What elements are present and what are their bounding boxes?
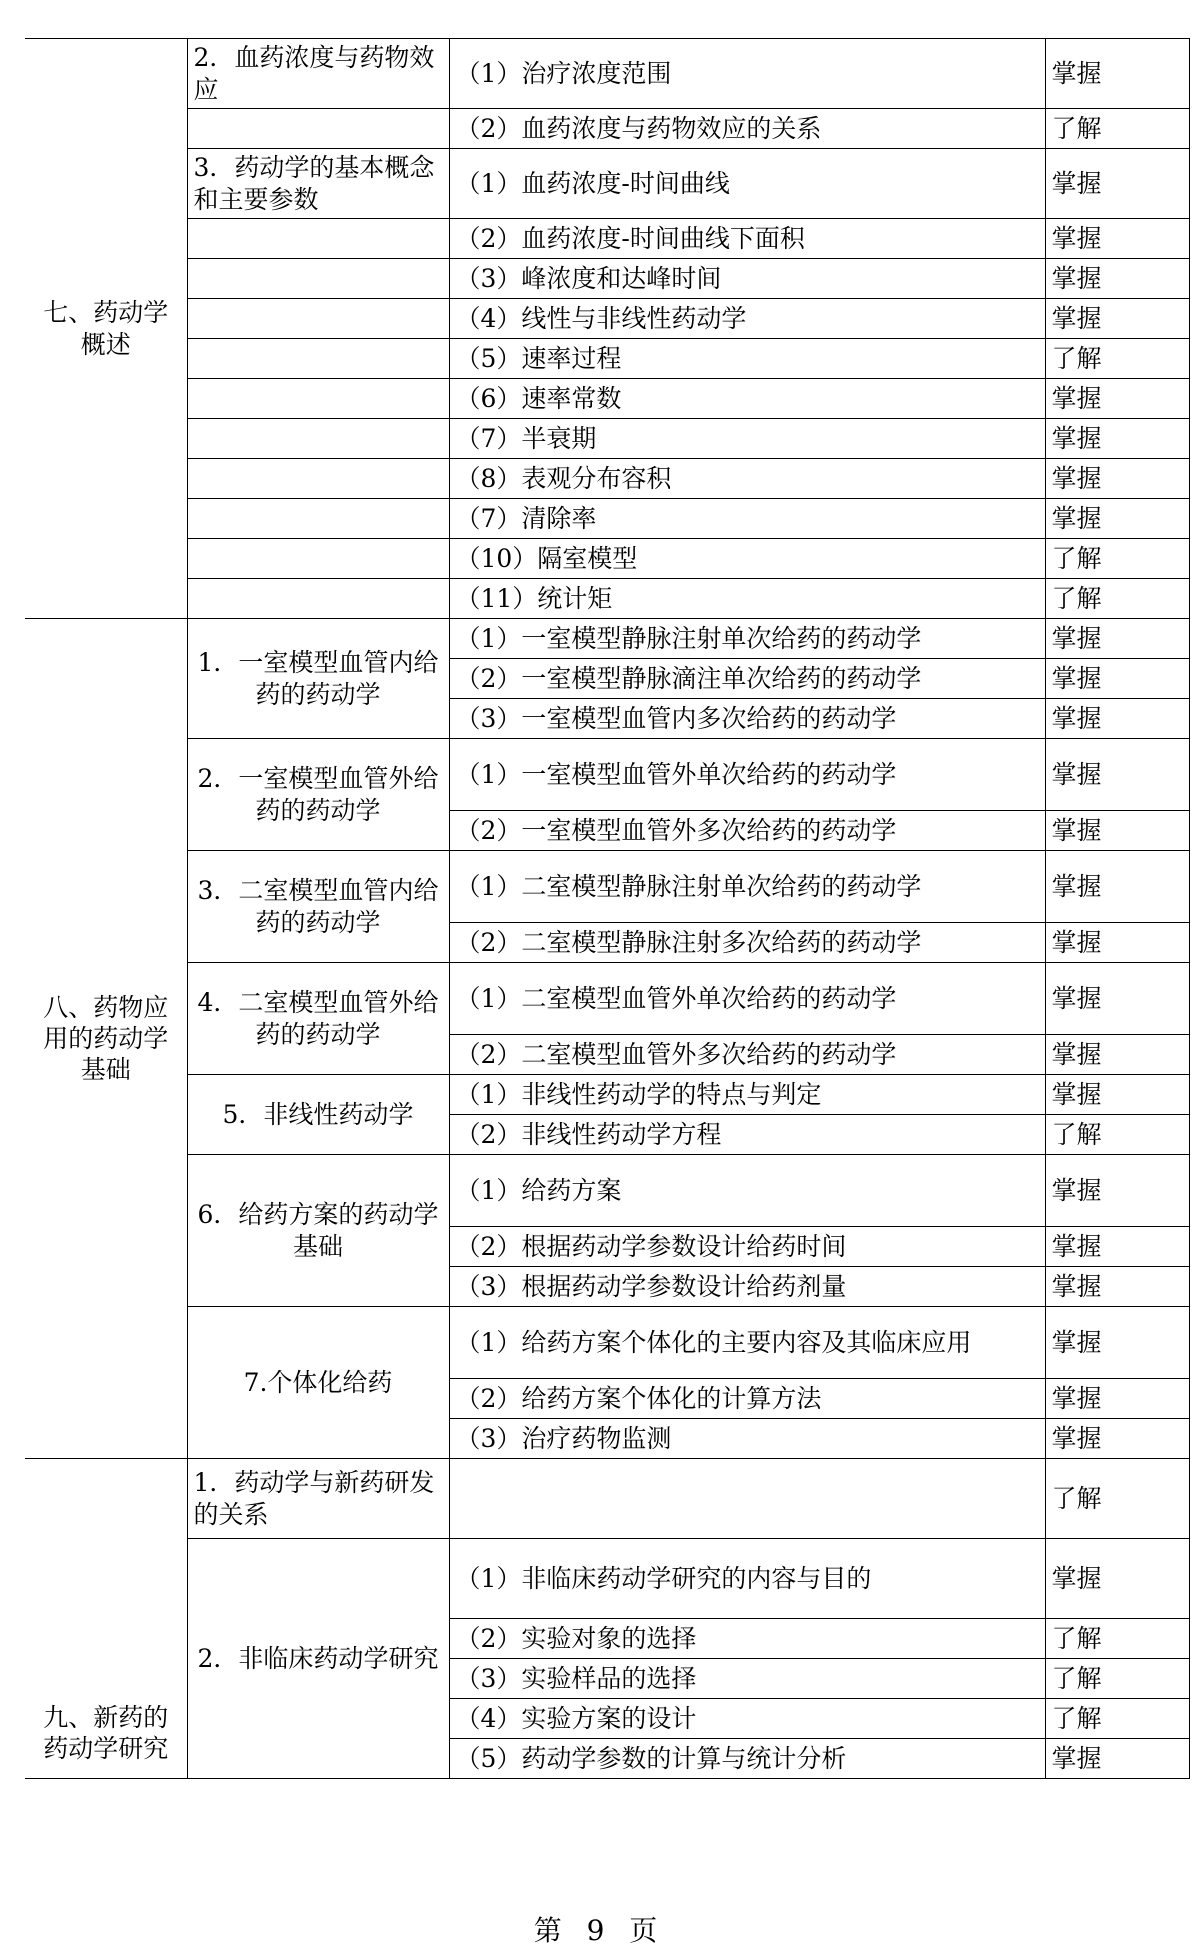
- level-cell: 了解: [1045, 1115, 1189, 1155]
- table-row: [25, 499, 1189, 539]
- table-row: [25, 299, 1189, 339]
- table-row: [25, 419, 1189, 459]
- level-cell: 掌握: [1045, 419, 1189, 459]
- table-row: [25, 259, 1189, 299]
- section-cell: 2．血药浓度与药物效应: [187, 39, 449, 109]
- level-cell: 掌握: [1045, 699, 1189, 739]
- table-row: [25, 459, 1189, 499]
- level-cell: 掌握: [1045, 1155, 1189, 1227]
- item-cell: （1）一室模型静脉注射单次给药的药动学: [449, 619, 1045, 659]
- section-cell: [187, 109, 449, 149]
- table-row: [25, 219, 1189, 259]
- item-cell: （1）一室模型血管外单次给药的药动学: [449, 739, 1045, 811]
- chapter-cell: 九、新药的药动学研究: [25, 1459, 187, 1779]
- table-row: [25, 851, 1189, 923]
- section-cell: 7.个体化给药: [187, 1307, 449, 1459]
- section-cell: [187, 299, 449, 339]
- level-cell: 了解: [1045, 1699, 1189, 1739]
- section-cell: [187, 379, 449, 419]
- table-row: [25, 539, 1189, 579]
- item-cell: （3）治疗药物监测: [449, 1419, 1045, 1459]
- item-cell: （1）二室模型血管外单次给药的药动学: [449, 963, 1045, 1035]
- item-cell: （1）给药方案: [449, 1155, 1045, 1227]
- section-cell: 2．非临床药动学研究: [187, 1539, 449, 1779]
- section-cell: [187, 339, 449, 379]
- table-row: [25, 109, 1189, 149]
- section-cell: 4．二室模型血管外给药的药动学: [187, 963, 449, 1075]
- level-cell: 了解: [1045, 579, 1189, 619]
- item-cell: （1）非线性药动学的特点与判定: [449, 1075, 1045, 1115]
- table-row: [25, 739, 1189, 811]
- table-row: [25, 579, 1189, 619]
- item-cell: （6）速率常数: [449, 379, 1045, 419]
- section-cell: [187, 459, 449, 499]
- level-cell: 掌握: [1045, 1739, 1189, 1779]
- table-row: [25, 39, 1189, 109]
- level-cell: 掌握: [1045, 259, 1189, 299]
- item-cell: （2）二室模型血管外多次给药的药动学: [449, 1035, 1045, 1075]
- item-cell: （2）血药浓度-时间曲线下面积: [449, 219, 1045, 259]
- level-cell: 掌握: [1045, 459, 1189, 499]
- item-cell: （1）二室模型静脉注射单次给药的药动学: [449, 851, 1045, 923]
- item-cell: [449, 1459, 1045, 1539]
- section-cell: [187, 259, 449, 299]
- item-cell: （2）实验对象的选择: [449, 1619, 1045, 1659]
- item-cell: （2）非线性药动学方程: [449, 1115, 1045, 1155]
- section-cell: 2．一室模型血管外给药的药动学: [187, 739, 449, 851]
- item-cell: （8）表观分布容积: [449, 459, 1045, 499]
- item-cell: （11）统计矩: [449, 579, 1045, 619]
- level-cell: 掌握: [1045, 219, 1189, 259]
- level-cell: 掌握: [1045, 923, 1189, 963]
- section-cell: 6．给药方案的药动学基础: [187, 1155, 449, 1307]
- level-cell: 掌握: [1045, 811, 1189, 851]
- item-cell: （2）血药浓度与药物效应的关系: [449, 109, 1045, 149]
- item-cell: （2）一室模型血管外多次给药的药动学: [449, 811, 1045, 851]
- level-cell: 掌握: [1045, 963, 1189, 1035]
- table-row: [25, 619, 1189, 659]
- level-cell: 掌握: [1045, 1539, 1189, 1619]
- table-row: [25, 1539, 1189, 1619]
- level-cell: 了解: [1045, 339, 1189, 379]
- level-cell: 了解: [1045, 1619, 1189, 1659]
- section-cell: [187, 499, 449, 539]
- level-cell: 掌握: [1045, 1227, 1189, 1267]
- level-cell: 掌握: [1045, 619, 1189, 659]
- level-cell: 掌握: [1045, 1267, 1189, 1307]
- level-cell: 掌握: [1045, 149, 1189, 219]
- level-cell: 掌握: [1045, 1307, 1189, 1379]
- section-cell: 3．二室模型血管内给药的药动学: [187, 851, 449, 963]
- level-cell: 掌握: [1045, 1075, 1189, 1115]
- chapter-cell: 八、药物应用的药动学基础: [25, 619, 187, 1459]
- item-cell: （1）血药浓度-时间曲线: [449, 149, 1045, 219]
- item-cell: （2）二室模型静脉注射多次给药的药动学: [449, 923, 1045, 963]
- item-cell: （3）根据药动学参数设计给药剂量: [449, 1267, 1045, 1307]
- item-cell: （7）半衰期: [449, 419, 1045, 459]
- table-row: [25, 149, 1189, 219]
- section-cell: [187, 419, 449, 459]
- syllabus-table: [25, 38, 1190, 1779]
- item-cell: （1）给药方案个体化的主要内容及其临床应用: [449, 1307, 1045, 1379]
- level-cell: 了解: [1045, 539, 1189, 579]
- item-cell: （2）给药方案个体化的计算方法: [449, 1379, 1045, 1419]
- table-row: [25, 339, 1189, 379]
- table-row: [25, 379, 1189, 419]
- section-cell: [187, 539, 449, 579]
- level-cell: 掌握: [1045, 1035, 1189, 1075]
- section-cell: [187, 219, 449, 259]
- item-cell: （10）隔室模型: [449, 539, 1045, 579]
- item-cell: （1）非临床药动学研究的内容与目的: [449, 1539, 1045, 1619]
- section-cell: 1．药动学与新药研发的关系: [187, 1459, 449, 1539]
- item-cell: （3）峰浓度和达峰时间: [449, 259, 1045, 299]
- level-cell: 了解: [1045, 1459, 1189, 1539]
- section-cell: [187, 579, 449, 619]
- page-number: 第 9 页: [533, 1914, 666, 1947]
- level-cell: 掌握: [1045, 739, 1189, 811]
- table-row: [25, 1459, 1189, 1539]
- level-cell: 了解: [1045, 109, 1189, 149]
- item-cell: （3）一室模型血管内多次给药的药动学: [449, 699, 1045, 739]
- level-cell: 掌握: [1045, 1419, 1189, 1459]
- level-cell: 掌握: [1045, 379, 1189, 419]
- item-cell: （1）治疗浓度范围: [449, 39, 1045, 109]
- item-cell: （3）实验样品的选择: [449, 1659, 1045, 1699]
- level-cell: 掌握: [1045, 499, 1189, 539]
- item-cell: （5）速率过程: [449, 339, 1045, 379]
- section-cell: 3．药动学的基本概念和主要参数: [187, 149, 449, 219]
- level-cell: 掌握: [1045, 659, 1189, 699]
- level-cell: 了解: [1045, 1659, 1189, 1699]
- level-cell: 掌握: [1045, 1379, 1189, 1419]
- table-row: [25, 1075, 1189, 1115]
- section-cell: 5．非线性药动学: [187, 1075, 449, 1155]
- chapter-cell: 七、药动学概述: [25, 39, 187, 619]
- item-cell: （2）根据药动学参数设计给药时间: [449, 1227, 1045, 1267]
- item-cell: （4）线性与非线性药动学: [449, 299, 1045, 339]
- item-cell: （7）清除率: [449, 499, 1045, 539]
- table-row: [25, 963, 1189, 1035]
- level-cell: 掌握: [1045, 851, 1189, 923]
- section-cell: 1．一室模型血管内给药的药动学: [187, 619, 449, 739]
- item-cell: （5）药动学参数的计算与统计分析: [449, 1739, 1045, 1779]
- table-row: [25, 1155, 1189, 1227]
- table-row: [25, 1307, 1189, 1379]
- item-cell: （2）一室模型静脉滴注单次给药的药动学: [449, 659, 1045, 699]
- level-cell: 掌握: [1045, 39, 1189, 109]
- level-cell: 掌握: [1045, 299, 1189, 339]
- item-cell: （4）实验方案的设计: [449, 1699, 1045, 1739]
